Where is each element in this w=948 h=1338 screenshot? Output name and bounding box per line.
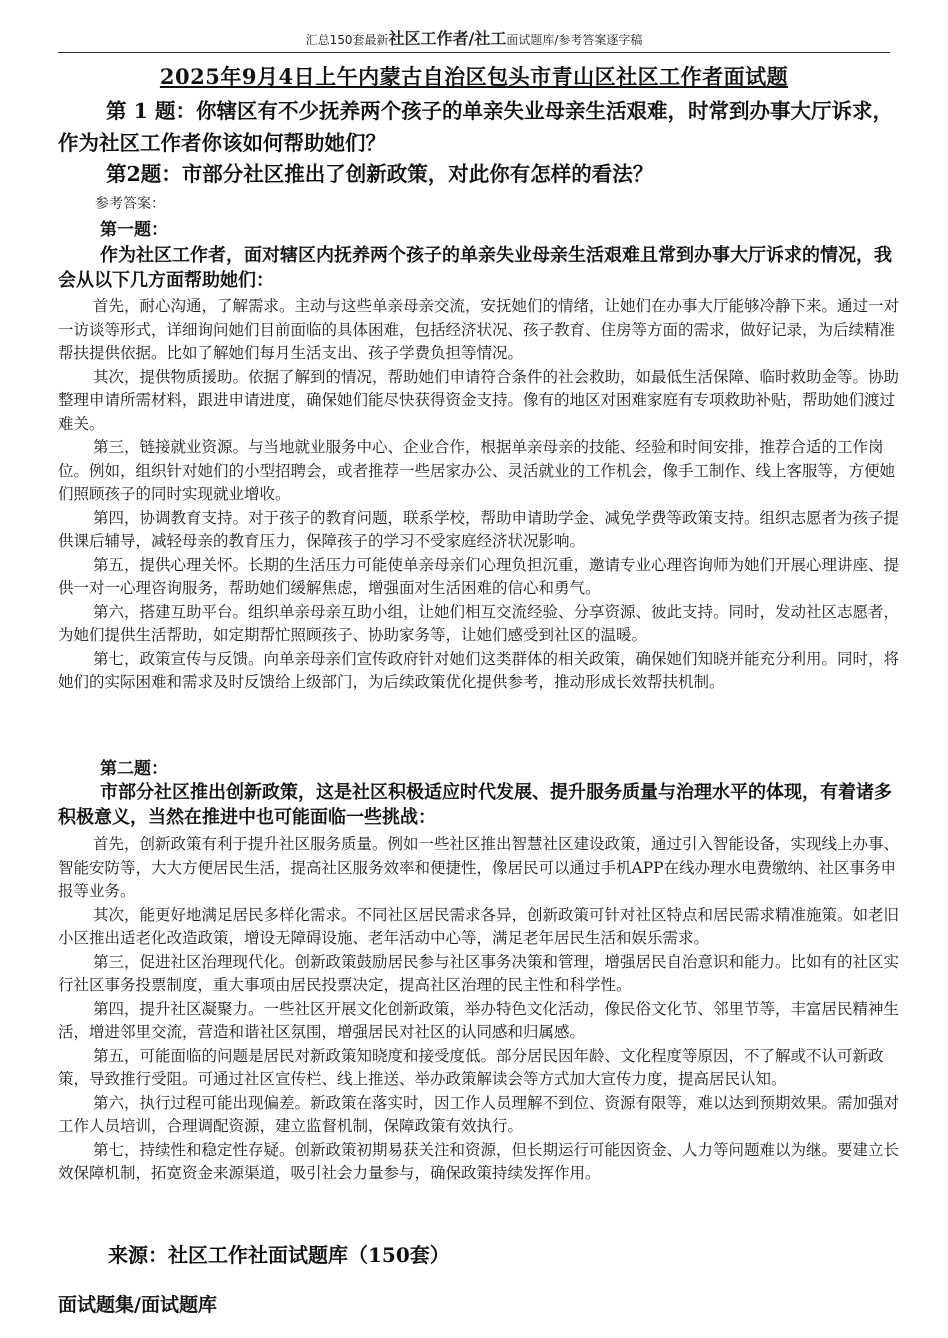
- header-divider: [58, 52, 890, 53]
- answer-2-intro: 市部分社区推出创新政策，这是社区积极适应时代发展、提升服务质量与治理水平的体现，有着诸多积极意义，当然在推进中也可能面临一些挑战：: [58, 782, 892, 828]
- answer-1-body: [58, 295, 900, 695]
- footer-title: 面试题集/面试题库: [58, 1294, 217, 1316]
- header-emphasis: 社区工作者/社工: [388, 29, 507, 48]
- answer-1-heading: 第一题：: [100, 220, 168, 240]
- answer-2-paragraph: 其次，能更好地满足居民多样化需求。不同社区居民需求各异，创新政策可针对社区特点和居民需求精准施策。如老旧小区推出适老化改造政策，增设无障碍设施、老年活动中心等，满足老年居民生活和娱乐需求。: [58, 905, 900, 947]
- answer-2-paragraph: 首先，创新政策有利于提升社区服务质量。例如一些社区推出智慧社区建设政策，通过引入智能设备，实现线上办事、智能安防等，大大方便居民生活，提高社区服务效率和便捷性，像居民可以通过手机APP在线办理水电费缴纳、社区事务申报等业务。: [58, 835, 900, 900]
- answer-1-paragraph: 第三，链接就业资源。与当地就业服务中心、企业合作，根据单亲母亲的技能、经验和时间安排，推荐合适的工作岗位。例如，组织针对她们的小型招聘会，或者推荐一些居家办公、灵活就业的工作机会，像手工制作、线上客服等，方便她们照顾孩子的同时实现就业增收。: [58, 438, 896, 503]
- answer-label: 参考答案：: [95, 196, 165, 212]
- answer-1-paragraph: 其次，提供物质援助。依据了解到的情况，帮助她们申请符合条件的社会救助，如最低生活保障、临时救助金等。协助整理申请所需材料，跟进申请进度，确保她们能尽快获得资金支持。像有的地区对困难家庭有专项救助补贴，帮助她们渡过难关。: [58, 367, 900, 433]
- answer-1-paragraph: 首先，耐心沟通，了解需求。主动与这些单亲母亲交流，安抚她们的情绪，让她们在办事大厅能够冷静下来。通过一对一访谈等形式，详细询问她们目前面临的具体困难，包括经济状况、孩子教育、住房等方面的需求，做好记录，为后续精准帮扶提供依据。比如了解她们每月生活支出、孩子学费负担等情况。: [58, 297, 900, 362]
- answer-2-paragraph: 第五，可能面临的问题是居民对新政策知晓度和接受度低。部分居民因年龄、文化程度等原因，不了解或不认可新政策，导致推行受阻。可通过社区宣传栏、线上推送、举办政策解读会等方式加大宣传力度，提高居民认知。: [58, 1046, 884, 1088]
- page-header: [0, 26, 948, 49]
- answer-2-body: [58, 833, 900, 1186]
- answer-2-paragraph: 第三，促进社区治理现代化。创新政策鼓励居民参与社区事务决策和管理，增强居民自治意识和能力。比如有的社区实行社区事务投票制度，重大事项由居民投票决定，提高社区治理的民主性和科学性。: [58, 952, 900, 994]
- question-1: 第 1 题：你辖区有不少抚养两个孩子的单亲失业母亲生活艰难，时常到办事大厅诉求，作为社区工作者你该如何帮助她们？: [58, 99, 894, 155]
- source-note: 来源：社区工作社面试题库（150套）: [108, 1243, 450, 1267]
- answer-1-paragraph: 第五，提供心理关怀。长期的生活压力可能使单亲母亲们心理负担沉重，邀请专业心理咨询师为她们开展心理讲座、提供一对一心理咨询服务，帮助她们缓解焦虑，增强面对生活困难的信心和勇气。: [58, 555, 900, 597]
- answer-1-paragraph: 第六，搭建互助平台。组织单亲母亲互助小组，让她们相互交流经验、分享资源、彼此支持。同时，发动社区志愿者，为她们提供生活帮助，如定期帮忙照顾孩子、协助家务等，让她们感受到社区的温暖。: [58, 602, 900, 644]
- question-2: 第2题：市部分社区推出了创新政策，对此你有怎样的看法？: [106, 162, 654, 186]
- answer-1-intro: 作为社区工作者，面对辖区内抚养两个孩子的单亲失业母亲生活艰难且常到办事大厅诉求的情况，我会从以下几方面帮助她们：: [58, 245, 892, 291]
- answer-1-paragraph: 第四，协调教育支持。对于孩子的教育问题，联系学校，帮助申请助学金、减免学费等政策支持。组织志愿者为孩子提供课后辅导，减轻母亲的教育压力，保障孩子的学习不受家庭经济状况影响。: [58, 508, 900, 550]
- header-prefix: 汇总150套最新: [305, 33, 389, 47]
- answer-2-paragraph: 第六，执行过程可能出现偏差。新政策在落实时，因工作人员理解不到位、资源有限等，难以达到预期效果。需加强对工作人员培训，合理调配资源，建立监督机制，保障政策有效执行。: [58, 1093, 900, 1135]
- answer-2-paragraph: 第七，持续性和稳定性存疑。创新政策初期易获关注和资源，但长期运行可能因资金、人力等问题难以为继。要建立长效保障机制，拓宽资金来源渠道，吸引社会力量参与，确保政策持续发挥作用。: [58, 1140, 900, 1182]
- header-suffix: 面试题库/参考答案逐字稿: [506, 33, 643, 47]
- answer-1-paragraph: 第七，政策宣传与反馈。向单亲母亲们宣传政府针对她们这类群体的相关政策，确保她们知晓并能充分利用。同时，将她们的实际困难和需求及时反馈给上级部门，为后续政策优化提供参考，推动形成长效帮扶机制。: [58, 649, 900, 691]
- answer-2-heading: 第二题：: [100, 759, 168, 779]
- answer-2-paragraph: 第四，提升社区凝聚力。一些社区开展文化创新政策，举办特色文化活动，像民俗文化节、邻里节等，丰富居民精神生活，增进邻里交流，营造和谐社区氛围，增强居民对社区的认同感和归属感。: [58, 999, 900, 1041]
- page-title: 2025年9月4日上午内蒙古自治区包头市青山区社区工作者面试题: [159, 64, 789, 89]
